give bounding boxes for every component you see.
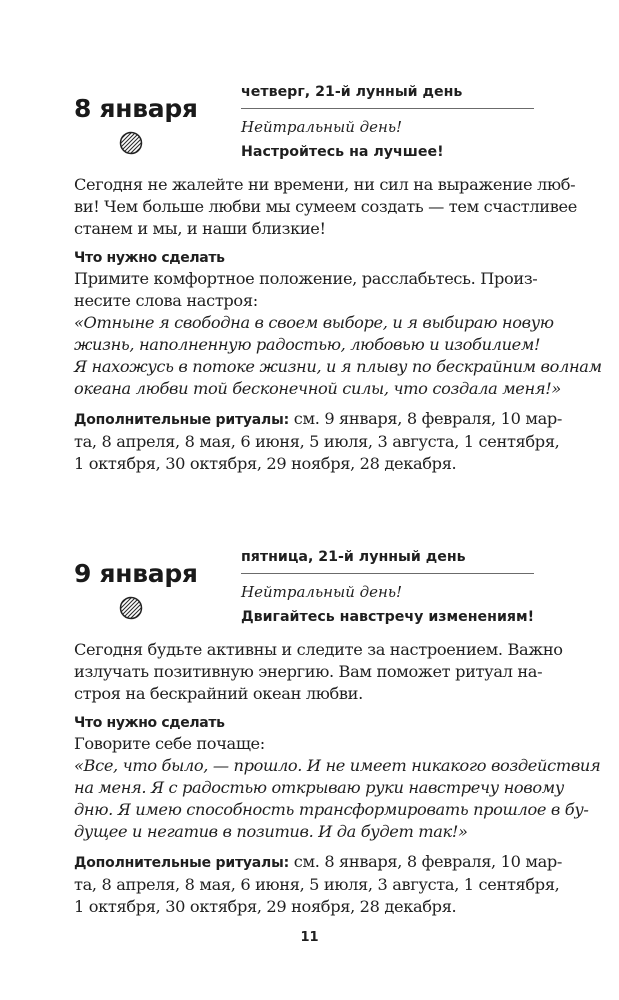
entry-meta: [241, 78, 534, 161]
divider: [241, 573, 534, 574]
intro-paragraph: [74, 639, 563, 705]
text-line: несите слова настроя:: [74, 291, 258, 310]
section-heading: Что нужно сделать: [74, 715, 225, 731]
text-line: жизнь, наполненную радостью, любовью и изобилием!: [74, 335, 541, 354]
extra-rituals: [74, 408, 563, 475]
text-line: станем и мы, и наши близкие!: [74, 219, 326, 238]
text-line: Сегодня не жалейте ни времени, ни сил на выражение люб-: [74, 175, 576, 194]
moon-phase-icon: [119, 131, 143, 155]
date-title: 9 января: [74, 559, 198, 588]
extra-rituals-label: Дополнительные ритуалы:: [74, 855, 289, 871]
text-line: «Отныне я свободна в своем выборе, и я выбираю новую: [74, 313, 554, 332]
extra-rituals: [74, 851, 563, 918]
divider: [241, 108, 534, 109]
text-line: дню. Я имею способность трансформировать прошлое в бу-: [74, 800, 589, 819]
text-line: см. 9 января, 8 февраля, 10 мар-: [288, 409, 563, 428]
text-line: Примите комфортное положение, расслабьтесь. Произ-: [74, 269, 538, 288]
date-title: 8 января: [74, 94, 198, 123]
moon-phase-icon: [119, 596, 143, 620]
text-line: Говорите себе почаще:: [74, 734, 265, 753]
text-line: та, 8 апреля, 8 мая, 6 июня, 5 июля, 3 августа, 1 сентября,: [74, 432, 560, 451]
instruction-paragraph: [74, 733, 534, 755]
day-entry: [74, 543, 601, 918]
day-type: Нейтральный день!: [241, 583, 403, 601]
page-number: 11: [300, 930, 319, 945]
intro-paragraph: [74, 174, 577, 240]
text-line: дущее и негатив в позитив. И да будет так!»: [74, 822, 468, 841]
entry-meta: [241, 543, 534, 626]
text-line: строя на бескрайний океан любви.: [74, 684, 363, 703]
weekday-lunar-day: четверг, 21-й лунный день: [241, 84, 463, 100]
text-line: на меня. Я с радостью открываю руки навстречу новому: [74, 778, 564, 797]
text-line: океана любви той бесконечной силы, что создала меня!»: [74, 379, 561, 398]
affirmation-quote: [74, 755, 601, 843]
instruction-paragraph: [74, 268, 538, 312]
text-line: та, 8 апреля, 8 мая, 6 июня, 5 июля, 3 августа, 1 сентября,: [74, 875, 560, 894]
day-entry: [74, 78, 602, 475]
text-line: см. 8 января, 8 февраля, 10 мар-: [288, 852, 563, 871]
affirmation-quote: [74, 312, 602, 400]
extra-rituals-label: Дополнительные ритуалы:: [74, 412, 289, 428]
text-line: «Все, что было, — прошло. И не имеет никакого воздействия: [74, 756, 601, 775]
entry-header: [74, 78, 534, 172]
entry-header: [74, 543, 534, 637]
section-heading: Что нужно сделать: [74, 250, 225, 266]
text-line: Я нахожусь в потоке жизни, и я плыву по бескрайним волнам: [74, 357, 602, 376]
day-motto: Настройтесь на лучшее!: [241, 144, 444, 160]
text-line: 1 октября, 30 октября, 29 ноября, 28 декабря.: [74, 454, 457, 473]
day-motto: Двигайтесь навстречу изменениям!: [241, 609, 535, 625]
text-line: 1 октября, 30 октября, 29 ноября, 28 декабря.: [74, 897, 457, 916]
day-type: Нейтральный день!: [241, 118, 403, 136]
weekday-lunar-day: пятница, 21-й лунный день: [241, 549, 466, 565]
text-line: Сегодня будьте активны и следите за настроением. Важно: [74, 640, 563, 659]
text-line: ви! Чем больше любви мы сумеем создать — тем счастливее: [74, 197, 577, 216]
text-line: излучать позитивную энергию. Вам поможет ритуал на-: [74, 662, 543, 681]
